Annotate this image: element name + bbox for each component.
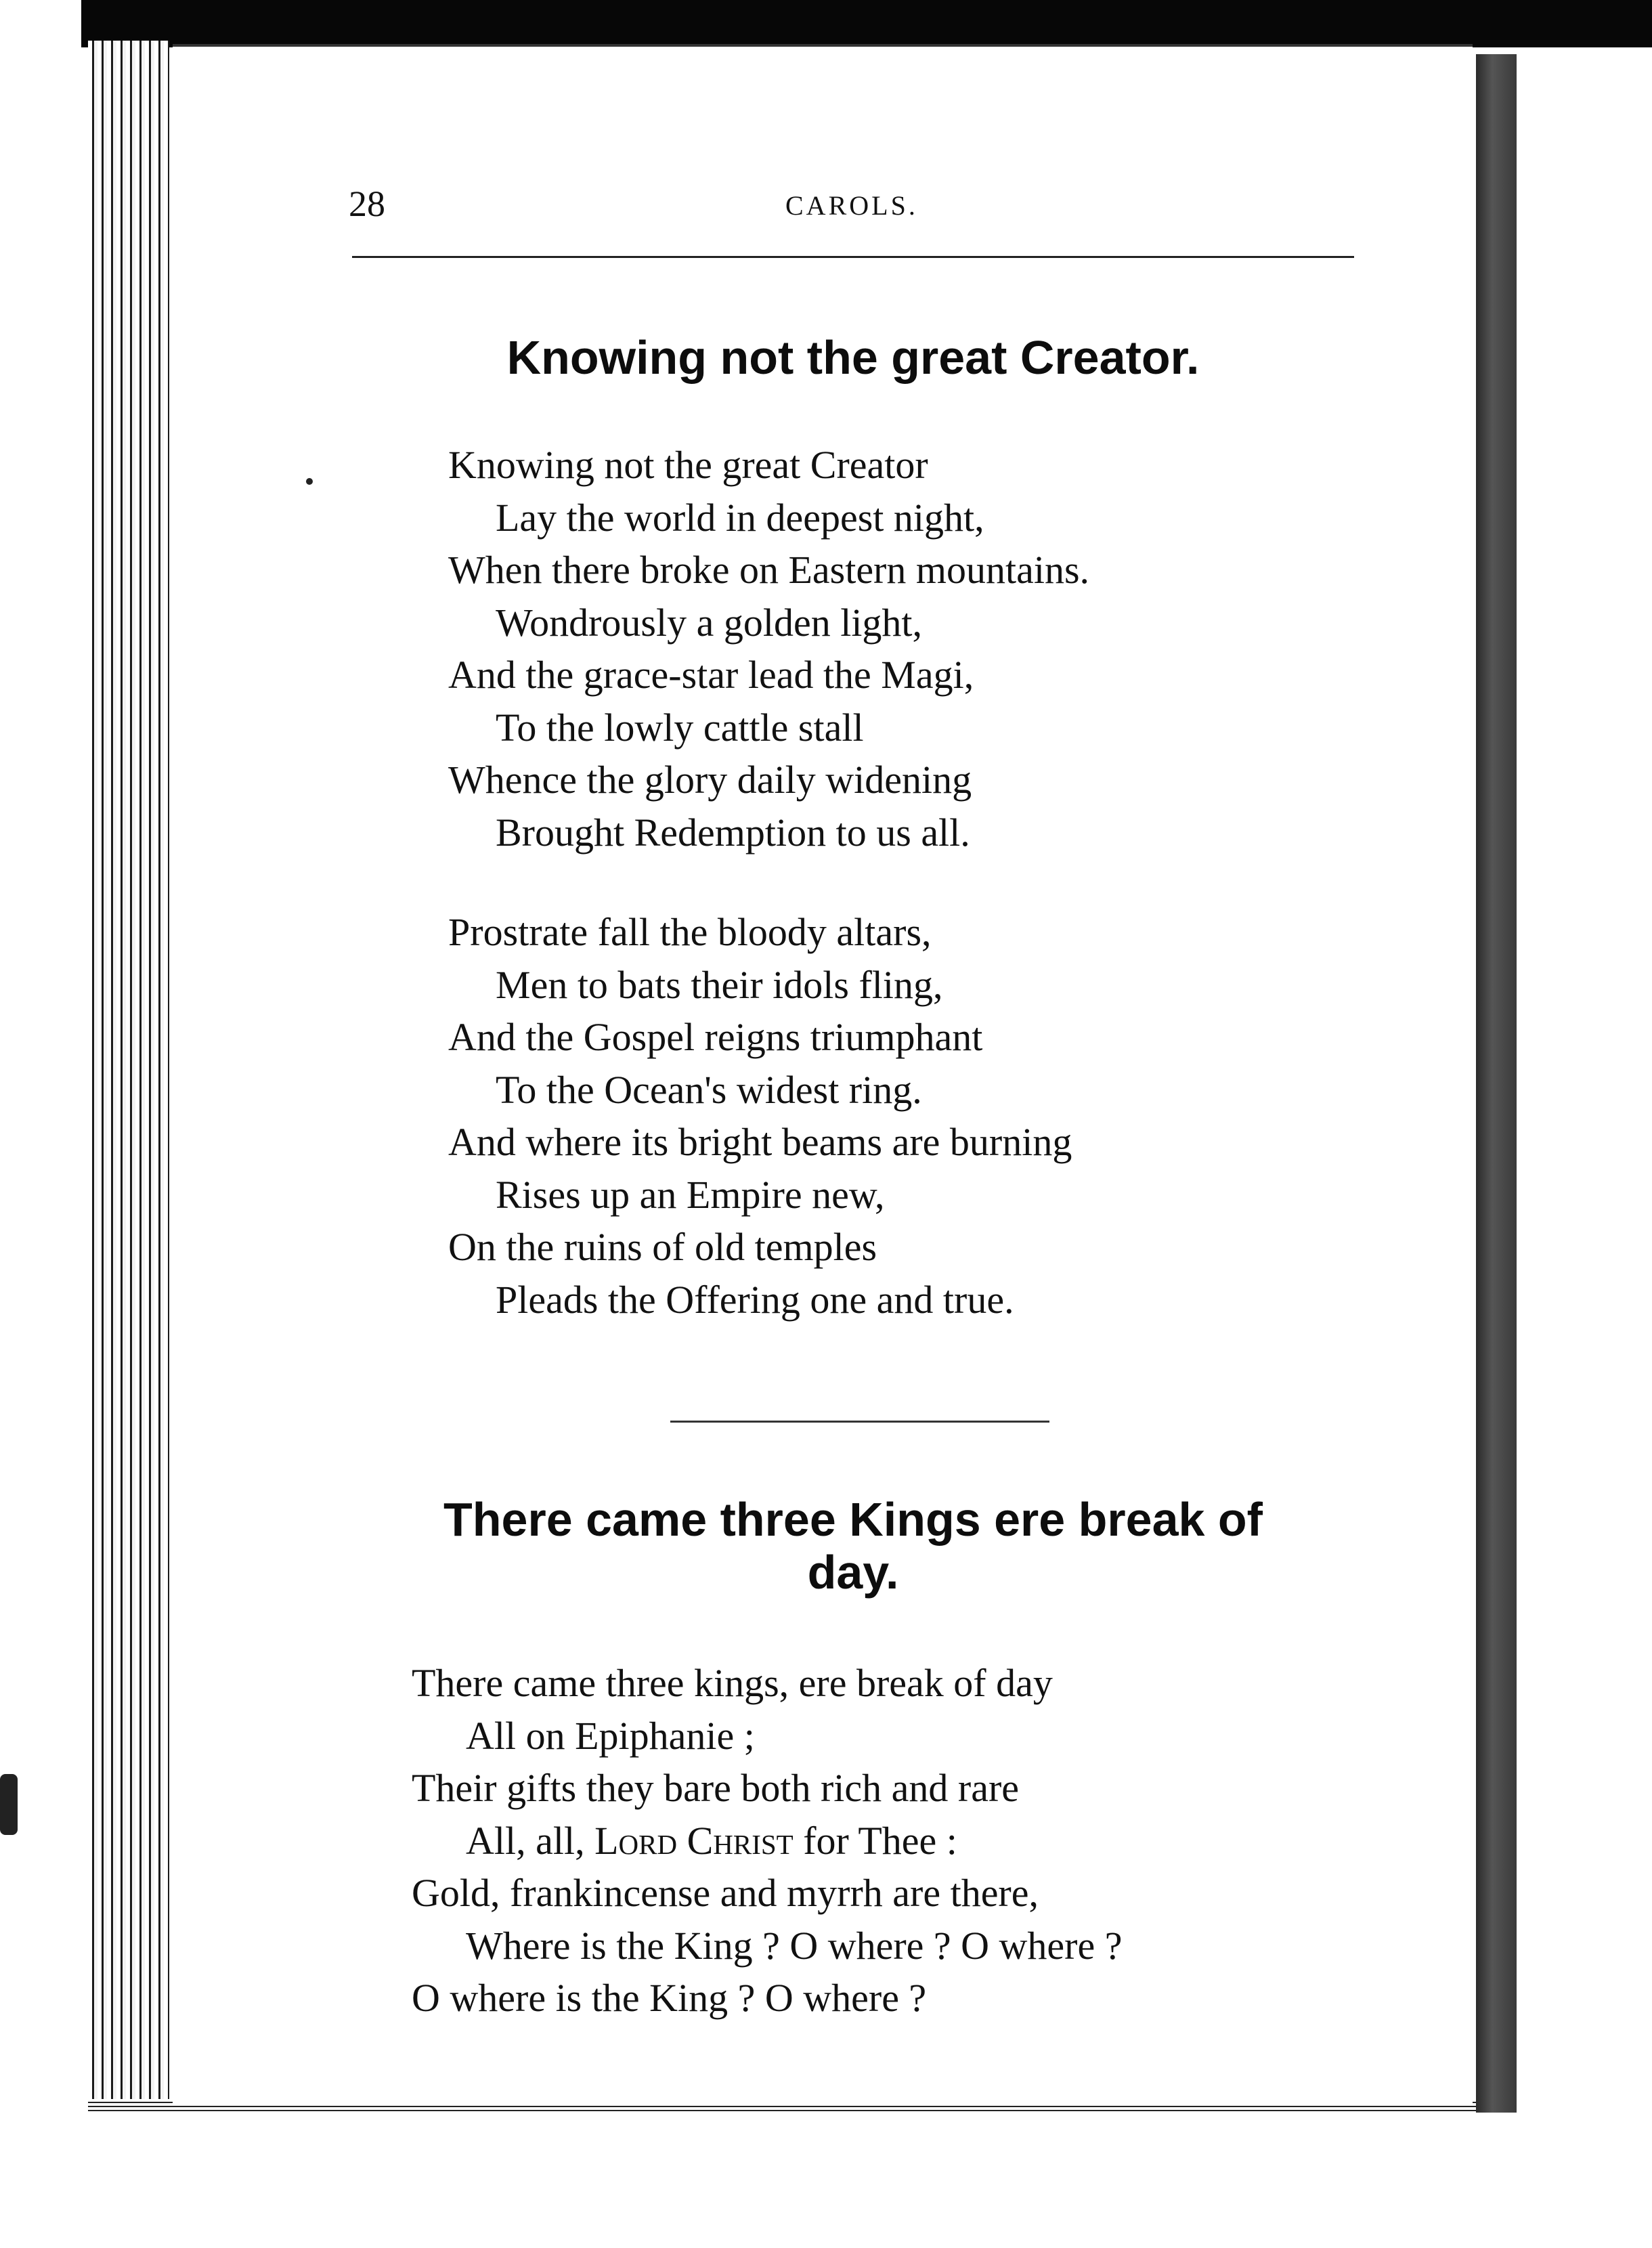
verse-line: To the Ocean's widest ring. <box>496 1067 922 1112</box>
section-divider <box>670 1421 1049 1423</box>
scan-margin-bottom <box>0 2116 1652 2248</box>
verse-line: Rises up an Empire new, <box>496 1172 885 1217</box>
verse-line-segment: for Thee : <box>793 1818 957 1863</box>
verse-line: On the ruins of old temples <box>448 1225 877 1269</box>
verse-line: Gold, frankincense and myrrh are there, <box>412 1871 1039 1915</box>
page-number: 28 <box>349 183 385 224</box>
verse-line: And the grace-star lead the Magi, <box>448 653 974 697</box>
facing-page-edge <box>1517 47 1652 2146</box>
scan-margin-left <box>0 0 81 2248</box>
verse-line: All on Epiphanie ; <box>466 1713 755 1758</box>
hymn-2-stanza-1 <box>412 1657 1122 2025</box>
verse-line <box>412 1815 1122 1867</box>
verse-line: O where is the King ? O where ? <box>412 1976 927 2020</box>
hymn-1-stanza-1 <box>448 439 1089 859</box>
verse-line: Their gifts they bare both rich and rare <box>412 1766 1020 1810</box>
running-head: CAROLS. <box>785 190 918 221</box>
hymn-title-2-line-1: There came three Kings ere break of <box>443 1493 1263 1546</box>
verse-line: Whence the glory daily widening <box>448 758 972 802</box>
verse-line: There came three kings, ere break of day <box>412 1661 1053 1705</box>
verse-line: Prostrate fall the bloody altars, <box>448 910 932 954</box>
hymn-title-2 <box>325 1493 1381 1599</box>
header-rule <box>352 256 1354 258</box>
verse-line: And the Gospel reigns triumphant <box>448 1015 983 1059</box>
scan-smudge <box>0 1774 18 1835</box>
verse-line: When there broke on Eastern mountains. <box>448 548 1090 592</box>
verse-line: Knowing not the great Creator <box>448 443 928 487</box>
hymn-title-2-line-2: day. <box>807 1546 899 1599</box>
verse-line: Where is the King ? O where ? O where ? <box>466 1923 1123 1968</box>
hymn-title-1: Knowing not the great Creator. <box>506 331 1200 384</box>
ink-speck <box>306 478 313 485</box>
hymn-1-stanza-2 <box>448 906 1072 1326</box>
verse-line: To the lowly cattle stall <box>496 705 864 750</box>
book-gutter-shadow <box>1476 54 1517 2113</box>
page-header <box>349 183 1351 230</box>
verse-line: Lay the world in deepest night, <box>496 495 984 540</box>
book-page-edges <box>88 41 169 2106</box>
verse-line: And where its bright beams are burning <box>448 1120 1072 1164</box>
scan-border-top <box>0 0 1652 47</box>
verse-line: Wondrously a golden light, <box>496 600 923 645</box>
verse-line-segment: All, all, <box>466 1818 595 1863</box>
verse-line: Brought Redemption to us all. <box>496 810 970 855</box>
verse-line: Pleads the Offering one and true. <box>496 1277 1014 1322</box>
small-caps-name: Lord Christ <box>594 1818 794 1863</box>
verse-line: Men to bats their idols fling, <box>496 962 943 1007</box>
